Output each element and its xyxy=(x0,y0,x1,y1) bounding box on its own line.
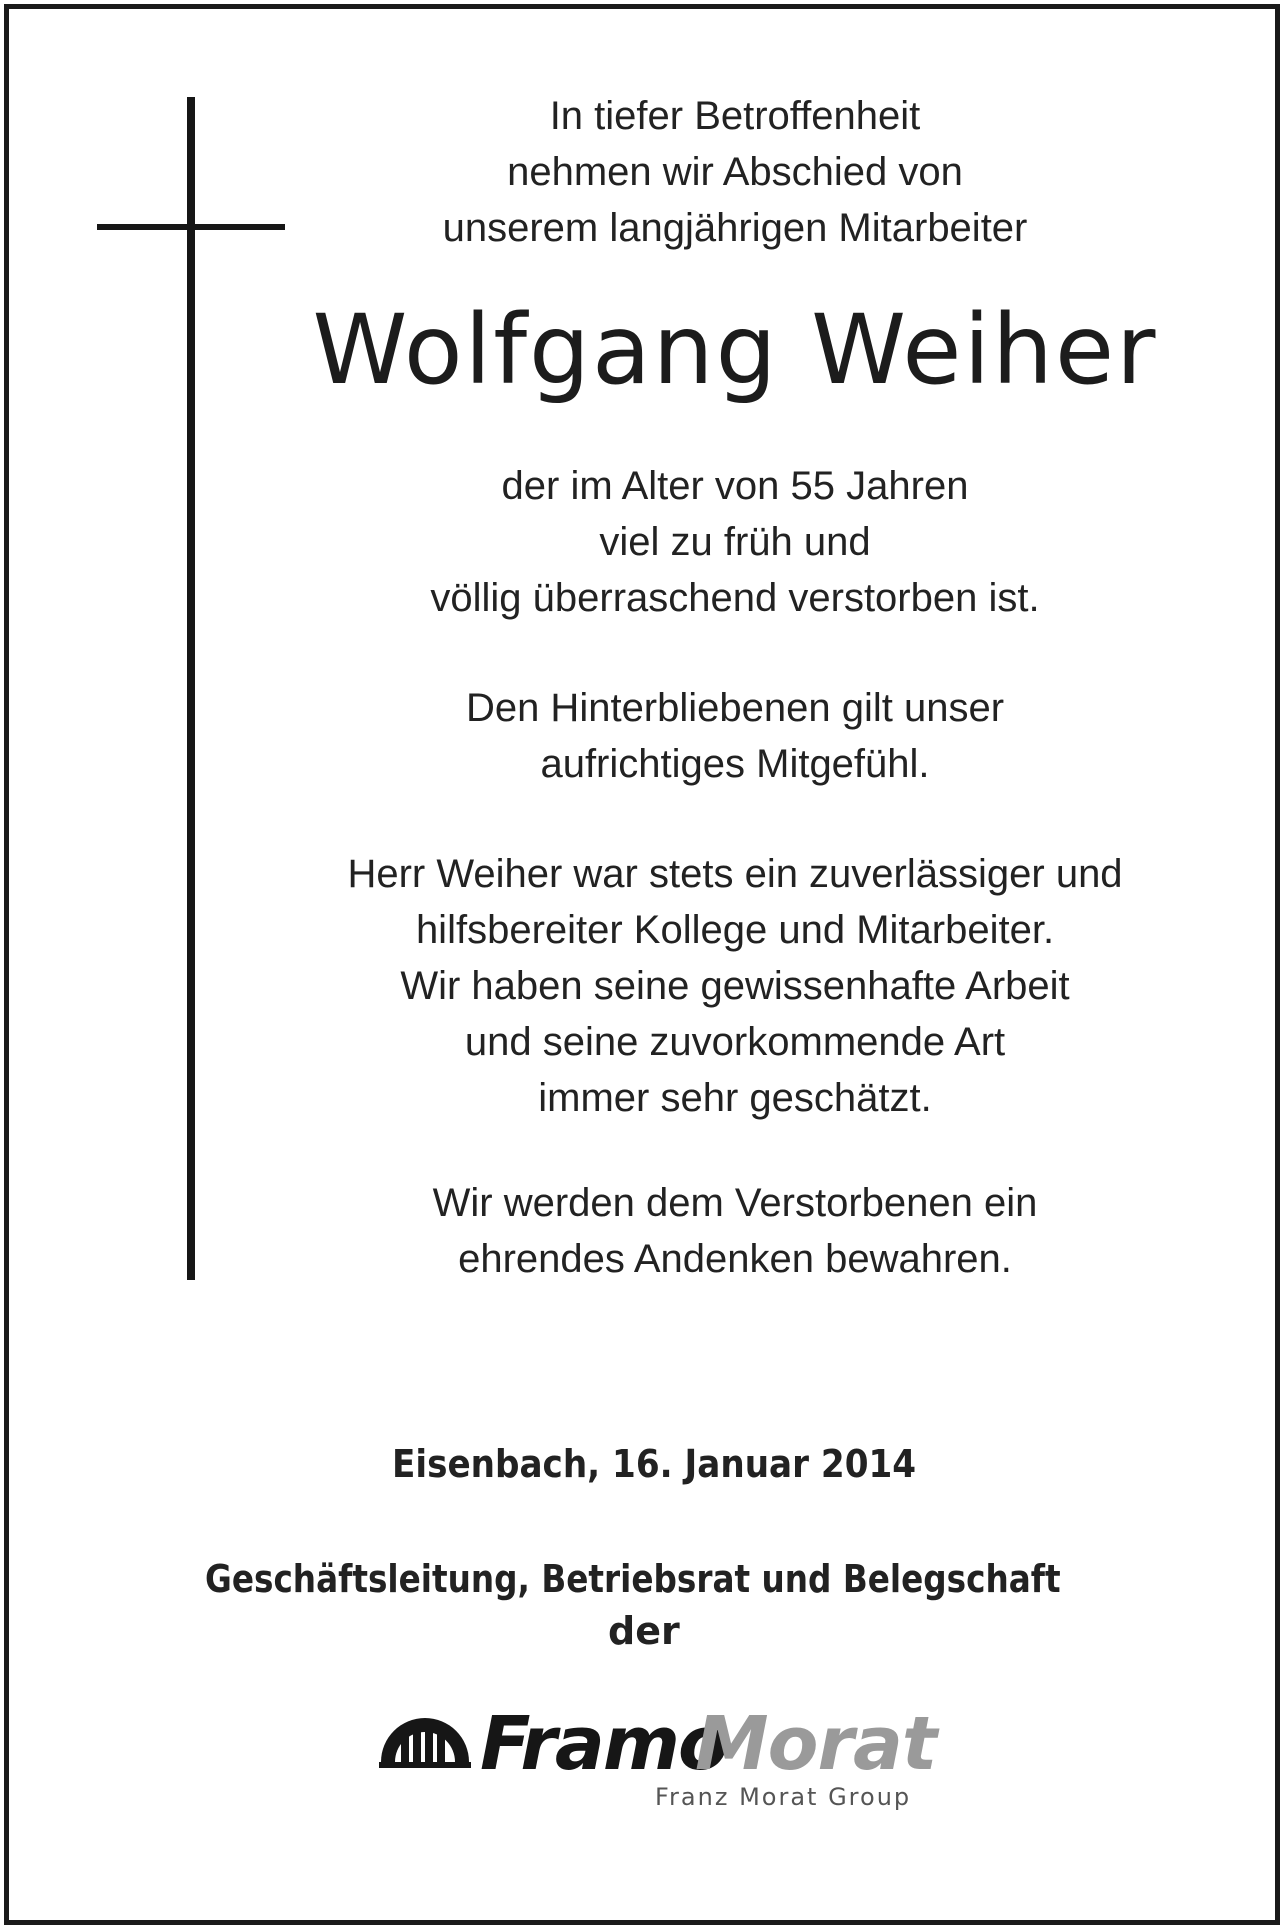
paragraph-line: viel zu früh und xyxy=(599,520,871,564)
logo-word-morat: Morat xyxy=(695,1701,937,1787)
paragraph-line: Wir werden dem Verstorbenen ein xyxy=(432,1181,1038,1225)
paragraph-line: Herr Weiher war stets ein zuverlässiger und xyxy=(347,852,1123,896)
framo-morat-logo-icon xyxy=(375,1700,475,1780)
paragraph-line: ehrendes Andenken bewahren. xyxy=(458,1237,1012,1281)
paragraph-line: hilfsbereiter Kollege und Mitarbeiter. xyxy=(415,908,1055,952)
paragraph-line: Wir haben seine gewissenhafte Arbeit xyxy=(400,964,1070,1008)
paragraph-line: der im Alter von 55 Jahren xyxy=(501,464,969,508)
deceased-name: Wolfgang Weiher xyxy=(312,294,1158,406)
age-paragraph xyxy=(270,458,1200,626)
cross-icon-vertical xyxy=(187,97,195,1280)
signature-line: der xyxy=(608,1609,680,1653)
signature-line: Geschäftsleitung, Betriebsrat und Belegschaft xyxy=(205,1557,1061,1601)
logo-subtitle: Franz Morat Group xyxy=(655,1783,912,1811)
condolence-paragraph xyxy=(270,680,1200,792)
intro-line: nehmen wir Abschied von xyxy=(507,150,963,194)
logo-word-framo: Framo xyxy=(480,1701,727,1787)
memory-paragraph xyxy=(270,1175,1200,1287)
paragraph-line: völlig überraschend verstorben ist. xyxy=(430,576,1040,620)
paragraph-line: Den Hinterbliebenen gilt unser xyxy=(465,686,1005,730)
paragraph-line: aufrichtiges Mitgefühl. xyxy=(540,742,930,786)
tribute-paragraph xyxy=(270,846,1200,1126)
paragraph-line: und seine zuvorkommende Art xyxy=(464,1020,1006,1064)
cross-icon-horizontal xyxy=(97,224,285,230)
intro-line: unserem langjährigen Mitarbeiter xyxy=(442,206,1028,250)
company-logo xyxy=(375,1700,937,1820)
place-date: Eisenbach, 16. Januar 2014 xyxy=(392,1442,917,1486)
intro-line: In tiefer Betroffenheit xyxy=(549,94,921,138)
intro-text xyxy=(270,88,1200,256)
paragraph-line: immer sehr geschätzt. xyxy=(538,1076,932,1120)
